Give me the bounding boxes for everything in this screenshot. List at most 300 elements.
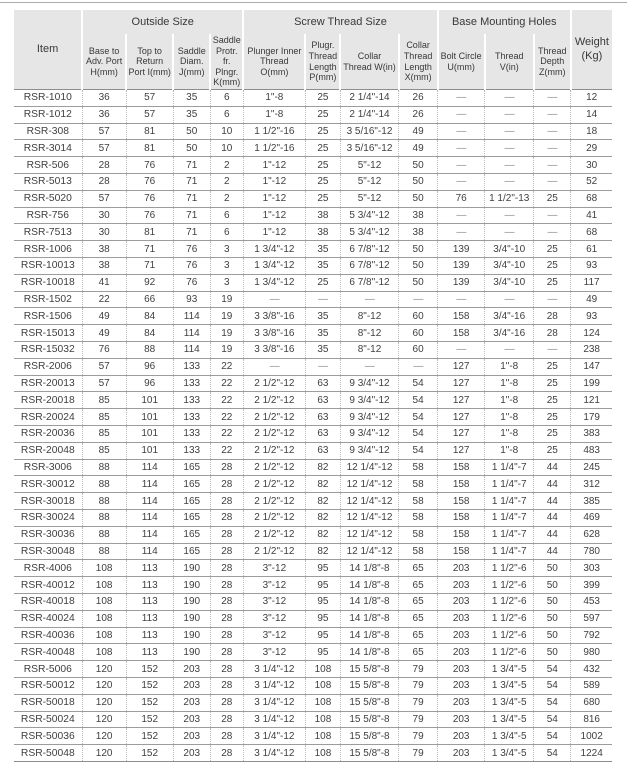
table-row	[14, 442, 612, 459]
value-cell-h: 88	[82, 509, 126, 526]
value-cell-p: 35	[305, 308, 340, 325]
value-cell-u: 203	[438, 610, 485, 627]
group-header-screw-thread-size: Screw Thread Size	[243, 10, 437, 34]
value-cell-w: 15 5/8"-8	[340, 694, 398, 711]
value-cell-k: 28	[210, 476, 243, 493]
item-cell: RSR-15013	[14, 325, 82, 342]
value-cell-z: 25	[534, 358, 571, 375]
value-cell-p: —	[305, 358, 340, 375]
value-cell-k: 6	[210, 106, 243, 123]
value-cell-k: 28	[210, 610, 243, 627]
value-cell-h: 120	[82, 745, 126, 762]
value-cell-h: 120	[82, 728, 126, 745]
value-cell-p: 95	[305, 593, 340, 610]
value-cell-x: 50	[399, 190, 438, 207]
value-cell-h: 108	[82, 627, 126, 644]
item-cell: RSR-20013	[14, 375, 82, 392]
value-cell-u: —	[438, 140, 485, 157]
value-cell-i: 152	[126, 694, 173, 711]
item-cell: RSR-50024	[14, 711, 82, 728]
value-cell-wt: 30	[571, 157, 612, 174]
value-cell-u: 203	[438, 593, 485, 610]
value-cell-z: 25	[534, 392, 571, 409]
value-cell-x: —	[399, 291, 438, 308]
value-cell-wt: 980	[571, 644, 612, 661]
value-cell-o: 3 3/8"-16	[243, 308, 305, 325]
table-row	[14, 610, 612, 627]
value-cell-p: 82	[305, 459, 340, 476]
table-body	[14, 90, 612, 762]
value-cell-j: 190	[173, 560, 210, 577]
value-cell-wt: 383	[571, 425, 612, 442]
value-cell-w: 14 1/8"-8	[340, 644, 398, 661]
value-cell-u: —	[438, 157, 485, 174]
item-cell: RSR-15032	[14, 342, 82, 359]
value-cell-w: 3 5/16"-12	[340, 123, 398, 140]
column-header-z: Thread Depth Z(mm)	[534, 34, 571, 90]
value-cell-j: 190	[173, 577, 210, 594]
value-cell-o: 1"-12	[243, 224, 305, 241]
item-cell: RSR-40048	[14, 644, 82, 661]
value-cell-j: 133	[173, 392, 210, 409]
value-cell-k: 6	[210, 90, 243, 107]
value-cell-w: 14 1/8"-8	[340, 577, 398, 594]
value-cell-v: 1 3/4"-5	[485, 745, 534, 762]
value-cell-v: —	[485, 140, 534, 157]
value-cell-i: 114	[126, 493, 173, 510]
column-header-i: Top to Return Port I(mm)	[126, 34, 173, 90]
value-cell-w: 6 7/8"-12	[340, 274, 398, 291]
value-cell-x: 65	[399, 610, 438, 627]
value-cell-h: 120	[82, 677, 126, 694]
value-cell-p: 38	[305, 224, 340, 241]
item-cell: RSR-2006	[14, 358, 82, 375]
value-cell-i: 81	[126, 123, 173, 140]
value-cell-z: —	[534, 157, 571, 174]
value-cell-i: 114	[126, 509, 173, 526]
table-row	[14, 593, 612, 610]
value-cell-x: 60	[399, 342, 438, 359]
value-cell-h: 108	[82, 593, 126, 610]
value-cell-v: —	[485, 106, 534, 123]
value-cell-wt: 52	[571, 174, 612, 191]
value-cell-w: 14 1/8"-8	[340, 560, 398, 577]
value-cell-x: 79	[399, 694, 438, 711]
value-cell-p: 95	[305, 610, 340, 627]
value-cell-k: 6	[210, 224, 243, 241]
value-cell-j: 133	[173, 409, 210, 426]
table-row	[14, 577, 612, 594]
value-cell-j: 76	[173, 274, 210, 291]
value-cell-w: 9 3/4"-12	[340, 375, 398, 392]
value-cell-j: 165	[173, 526, 210, 543]
item-cell: RSR-3006	[14, 459, 82, 476]
table-row	[14, 258, 612, 275]
value-cell-k: 2	[210, 190, 243, 207]
item-cell: RSR-20048	[14, 442, 82, 459]
value-cell-x: 54	[399, 442, 438, 459]
value-cell-i: 114	[126, 543, 173, 560]
value-cell-u: 158	[438, 509, 485, 526]
value-cell-z: —	[534, 123, 571, 140]
value-cell-o: 1"-12	[243, 207, 305, 224]
value-cell-wt: 238	[571, 342, 612, 359]
table-row	[14, 90, 612, 107]
value-cell-j: 114	[173, 325, 210, 342]
value-cell-j: 165	[173, 459, 210, 476]
value-cell-v: 1 3/4"-5	[485, 677, 534, 694]
value-cell-p: 25	[305, 274, 340, 291]
item-cell: RSR-20036	[14, 425, 82, 442]
value-cell-p: 82	[305, 526, 340, 543]
value-cell-k: 19	[210, 291, 243, 308]
value-cell-i: 152	[126, 728, 173, 745]
column-header-item: Item	[14, 10, 82, 90]
value-cell-u: 127	[438, 425, 485, 442]
value-cell-k: 2	[210, 157, 243, 174]
value-cell-i: 113	[126, 577, 173, 594]
value-cell-p: 63	[305, 375, 340, 392]
value-cell-o: 1 1/2"-16	[243, 140, 305, 157]
value-cell-v: 3/4"-10	[485, 241, 534, 258]
value-cell-j: 190	[173, 627, 210, 644]
value-cell-i: 113	[126, 593, 173, 610]
value-cell-o: 1"-12	[243, 174, 305, 191]
value-cell-p: 25	[305, 190, 340, 207]
value-cell-x: 58	[399, 526, 438, 543]
value-cell-i: 76	[126, 207, 173, 224]
value-cell-wt: 93	[571, 258, 612, 275]
item-cell: RSR-30012	[14, 476, 82, 493]
value-cell-w: 12 1/4"-12	[340, 543, 398, 560]
value-cell-j: 93	[173, 291, 210, 308]
value-cell-p: 25	[305, 157, 340, 174]
value-cell-p: 25	[305, 140, 340, 157]
value-cell-u: 76	[438, 190, 485, 207]
value-cell-p: 63	[305, 392, 340, 409]
value-cell-w: 5"-12	[340, 174, 398, 191]
value-cell-k: 28	[210, 627, 243, 644]
value-cell-j: 203	[173, 745, 210, 762]
value-cell-v: 1"-8	[485, 409, 534, 426]
value-cell-p: 108	[305, 677, 340, 694]
value-cell-z: 54	[534, 677, 571, 694]
value-cell-x: 26	[399, 106, 438, 123]
value-cell-wt: 1002	[571, 728, 612, 745]
value-cell-i: 101	[126, 409, 173, 426]
table-row	[14, 291, 612, 308]
value-cell-wt: 303	[571, 560, 612, 577]
value-cell-u: 203	[438, 711, 485, 728]
value-cell-i: 84	[126, 308, 173, 325]
value-cell-wt: 628	[571, 526, 612, 543]
group-header-base-mounting-holes: Base Mounting Holes	[438, 10, 571, 34]
table-row	[14, 560, 612, 577]
item-cell: RSR-308	[14, 123, 82, 140]
value-cell-h: 76	[82, 342, 126, 359]
value-cell-o: 3 3/8"-16	[243, 342, 305, 359]
value-cell-i: 152	[126, 711, 173, 728]
item-cell: RSR-1502	[14, 291, 82, 308]
value-cell-k: 28	[210, 644, 243, 661]
value-cell-wt: 68	[571, 190, 612, 207]
value-cell-v: 1 1/4"-7	[485, 476, 534, 493]
value-cell-p: 108	[305, 694, 340, 711]
value-cell-v: 1 3/4"-5	[485, 694, 534, 711]
value-cell-v: 1"-8	[485, 425, 534, 442]
value-cell-p: 95	[305, 627, 340, 644]
value-cell-p: 25	[305, 174, 340, 191]
value-cell-i: 92	[126, 274, 173, 291]
value-cell-k: 28	[210, 661, 243, 678]
table-row	[14, 459, 612, 476]
value-cell-k: 22	[210, 425, 243, 442]
value-cell-v: 1 1/2"-6	[485, 593, 534, 610]
column-header-weight: Weight (Kg)	[571, 10, 612, 90]
value-cell-h: 30	[82, 207, 126, 224]
value-cell-w: 8"-12	[340, 325, 398, 342]
value-cell-v: 1 1/4"-7	[485, 459, 534, 476]
value-cell-h: 85	[82, 409, 126, 426]
item-cell: RSR-10013	[14, 258, 82, 275]
value-cell-h: 28	[82, 157, 126, 174]
value-cell-w: 8"-12	[340, 342, 398, 359]
value-cell-o: 3"-12	[243, 593, 305, 610]
table-row	[14, 392, 612, 409]
value-cell-v: 1"-8	[485, 358, 534, 375]
item-cell: RSR-50048	[14, 745, 82, 762]
item-cell: RSR-30024	[14, 509, 82, 526]
value-cell-z: 44	[534, 509, 571, 526]
value-cell-x: 54	[399, 392, 438, 409]
value-cell-wt: 597	[571, 610, 612, 627]
value-cell-u: 203	[438, 677, 485, 694]
column-header-h: Base to Adv. Port H(mm)	[82, 34, 126, 90]
value-cell-h: 108	[82, 560, 126, 577]
value-cell-wt: 1224	[571, 745, 612, 762]
value-cell-wt: 49	[571, 291, 612, 308]
table-row	[14, 409, 612, 426]
column-header-x: Collar Thread Length X(mm)	[399, 34, 438, 90]
value-cell-u: 158	[438, 459, 485, 476]
value-cell-w: 15 5/8"-8	[340, 711, 398, 728]
value-cell-p: 63	[305, 425, 340, 442]
value-cell-wt: 124	[571, 325, 612, 342]
value-cell-x: 50	[399, 258, 438, 275]
item-cell: RSR-50018	[14, 694, 82, 711]
value-cell-x: 65	[399, 627, 438, 644]
value-cell-v: 3/4"-16	[485, 308, 534, 325]
value-cell-i: 96	[126, 358, 173, 375]
table-row	[14, 661, 612, 678]
value-cell-u: —	[438, 342, 485, 359]
value-cell-w: 8"-12	[340, 308, 398, 325]
value-cell-z: —	[534, 106, 571, 123]
table-row	[14, 140, 612, 157]
value-cell-x: 60	[399, 308, 438, 325]
value-cell-h: 108	[82, 610, 126, 627]
value-cell-k: 10	[210, 123, 243, 140]
value-cell-o: 3"-12	[243, 577, 305, 594]
value-cell-j: 203	[173, 694, 210, 711]
value-cell-x: 58	[399, 509, 438, 526]
value-cell-k: 28	[210, 509, 243, 526]
value-cell-i: 114	[126, 459, 173, 476]
value-cell-j: 76	[173, 258, 210, 275]
value-cell-o: 1"-8	[243, 106, 305, 123]
column-header-p: Plugr. Thread Length P(mm)	[305, 34, 340, 90]
value-cell-j: 165	[173, 543, 210, 560]
item-cell: RSR-40012	[14, 577, 82, 594]
value-cell-o: —	[243, 358, 305, 375]
value-cell-p: 35	[305, 241, 340, 258]
value-cell-x: 50	[399, 174, 438, 191]
value-cell-w: 5"-12	[340, 190, 398, 207]
item-cell: RSR-30036	[14, 526, 82, 543]
value-cell-v: 1"-8	[485, 392, 534, 409]
value-cell-p: 95	[305, 560, 340, 577]
value-cell-wt: 399	[571, 577, 612, 594]
value-cell-o: 1"-12	[243, 157, 305, 174]
value-cell-x: 26	[399, 90, 438, 107]
value-cell-wt: 792	[571, 627, 612, 644]
table-row	[14, 543, 612, 560]
value-cell-wt: 121	[571, 392, 612, 409]
value-cell-j: 35	[173, 106, 210, 123]
value-cell-u: 158	[438, 543, 485, 560]
value-cell-u: 203	[438, 560, 485, 577]
value-cell-o: 3"-12	[243, 644, 305, 661]
value-cell-x: 49	[399, 123, 438, 140]
value-cell-u: 203	[438, 644, 485, 661]
value-cell-wt: 93	[571, 308, 612, 325]
value-cell-i: 57	[126, 90, 173, 107]
column-header-v: Thread V(in)	[485, 34, 534, 90]
value-cell-k: 28	[210, 728, 243, 745]
value-cell-w: 12 1/4"-12	[340, 526, 398, 543]
value-cell-u: 158	[438, 476, 485, 493]
value-cell-w: 12 1/4"-12	[340, 459, 398, 476]
value-cell-x: 38	[399, 224, 438, 241]
value-cell-k: 28	[210, 745, 243, 762]
value-cell-i: 101	[126, 425, 173, 442]
value-cell-z: 25	[534, 258, 571, 275]
value-cell-h: 85	[82, 442, 126, 459]
value-cell-v: 1"-8	[485, 375, 534, 392]
value-cell-u: 127	[438, 442, 485, 459]
value-cell-wt: 483	[571, 442, 612, 459]
value-cell-k: 22	[210, 358, 243, 375]
value-cell-h: 57	[82, 140, 126, 157]
value-cell-o: 2 1/2"-12	[243, 459, 305, 476]
value-cell-h: 57	[82, 375, 126, 392]
value-cell-o: 1"-8	[243, 90, 305, 107]
value-cell-z: —	[534, 224, 571, 241]
item-cell: RSR-3014	[14, 140, 82, 157]
value-cell-z: 54	[534, 661, 571, 678]
value-cell-x: 79	[399, 661, 438, 678]
table-row	[14, 190, 612, 207]
value-cell-w: 9 3/4"-12	[340, 425, 398, 442]
value-cell-z: 54	[534, 728, 571, 745]
value-cell-p: 108	[305, 728, 340, 745]
value-cell-o: 3"-12	[243, 627, 305, 644]
value-cell-o: 2 1/2"-12	[243, 526, 305, 543]
value-cell-x: 65	[399, 577, 438, 594]
value-cell-k: 28	[210, 711, 243, 728]
value-cell-j: 203	[173, 661, 210, 678]
value-cell-k: 3	[210, 258, 243, 275]
value-cell-w: 5 3/4"-12	[340, 224, 398, 241]
value-cell-x: 50	[399, 241, 438, 258]
value-cell-z: 54	[534, 694, 571, 711]
value-cell-w: 6 7/8"-12	[340, 258, 398, 275]
item-cell: RSR-10018	[14, 274, 82, 291]
value-cell-v: 3/4"-10	[485, 258, 534, 275]
value-cell-x: 54	[399, 375, 438, 392]
value-cell-wt: 680	[571, 694, 612, 711]
value-cell-z: 44	[534, 476, 571, 493]
value-cell-p: 35	[305, 342, 340, 359]
value-cell-w: 15 5/8"-8	[340, 728, 398, 745]
table-row	[14, 526, 612, 543]
value-cell-x: 65	[399, 644, 438, 661]
table-row	[14, 509, 612, 526]
value-cell-j: 203	[173, 711, 210, 728]
value-cell-v: 1 1/2"-13	[485, 190, 534, 207]
value-cell-z: 50	[534, 644, 571, 661]
value-cell-z: 25	[534, 190, 571, 207]
value-cell-x: 60	[399, 325, 438, 342]
value-cell-w: —	[340, 358, 398, 375]
value-cell-z: 50	[534, 593, 571, 610]
value-cell-z: 50	[534, 560, 571, 577]
value-cell-i: 76	[126, 190, 173, 207]
value-cell-k: 28	[210, 694, 243, 711]
value-cell-x: 79	[399, 728, 438, 745]
value-cell-i: 84	[126, 325, 173, 342]
value-cell-u: 203	[438, 627, 485, 644]
value-cell-k: 28	[210, 560, 243, 577]
value-cell-j: 50	[173, 140, 210, 157]
value-cell-o: 3 1/4"-12	[243, 728, 305, 745]
table-row	[14, 711, 612, 728]
table-row	[14, 425, 612, 442]
value-cell-j: 133	[173, 375, 210, 392]
value-cell-o: 3 1/4"-12	[243, 677, 305, 694]
table-row	[14, 644, 612, 661]
item-cell: RSR-7513	[14, 224, 82, 241]
value-cell-z: —	[534, 90, 571, 107]
value-cell-w: 14 1/8"-8	[340, 627, 398, 644]
value-cell-k: 22	[210, 392, 243, 409]
value-cell-p: 95	[305, 577, 340, 594]
value-cell-h: 22	[82, 291, 126, 308]
value-cell-u: 203	[438, 694, 485, 711]
value-cell-z: 54	[534, 711, 571, 728]
value-cell-wt: 68	[571, 224, 612, 241]
value-cell-x: 65	[399, 560, 438, 577]
value-cell-k: 19	[210, 325, 243, 342]
table-row	[14, 728, 612, 745]
value-cell-h: 88	[82, 526, 126, 543]
value-cell-j: 133	[173, 358, 210, 375]
value-cell-h: 120	[82, 711, 126, 728]
value-cell-v: —	[485, 207, 534, 224]
value-cell-k: 28	[210, 677, 243, 694]
value-cell-j: 133	[173, 425, 210, 442]
value-cell-z: 25	[534, 375, 571, 392]
